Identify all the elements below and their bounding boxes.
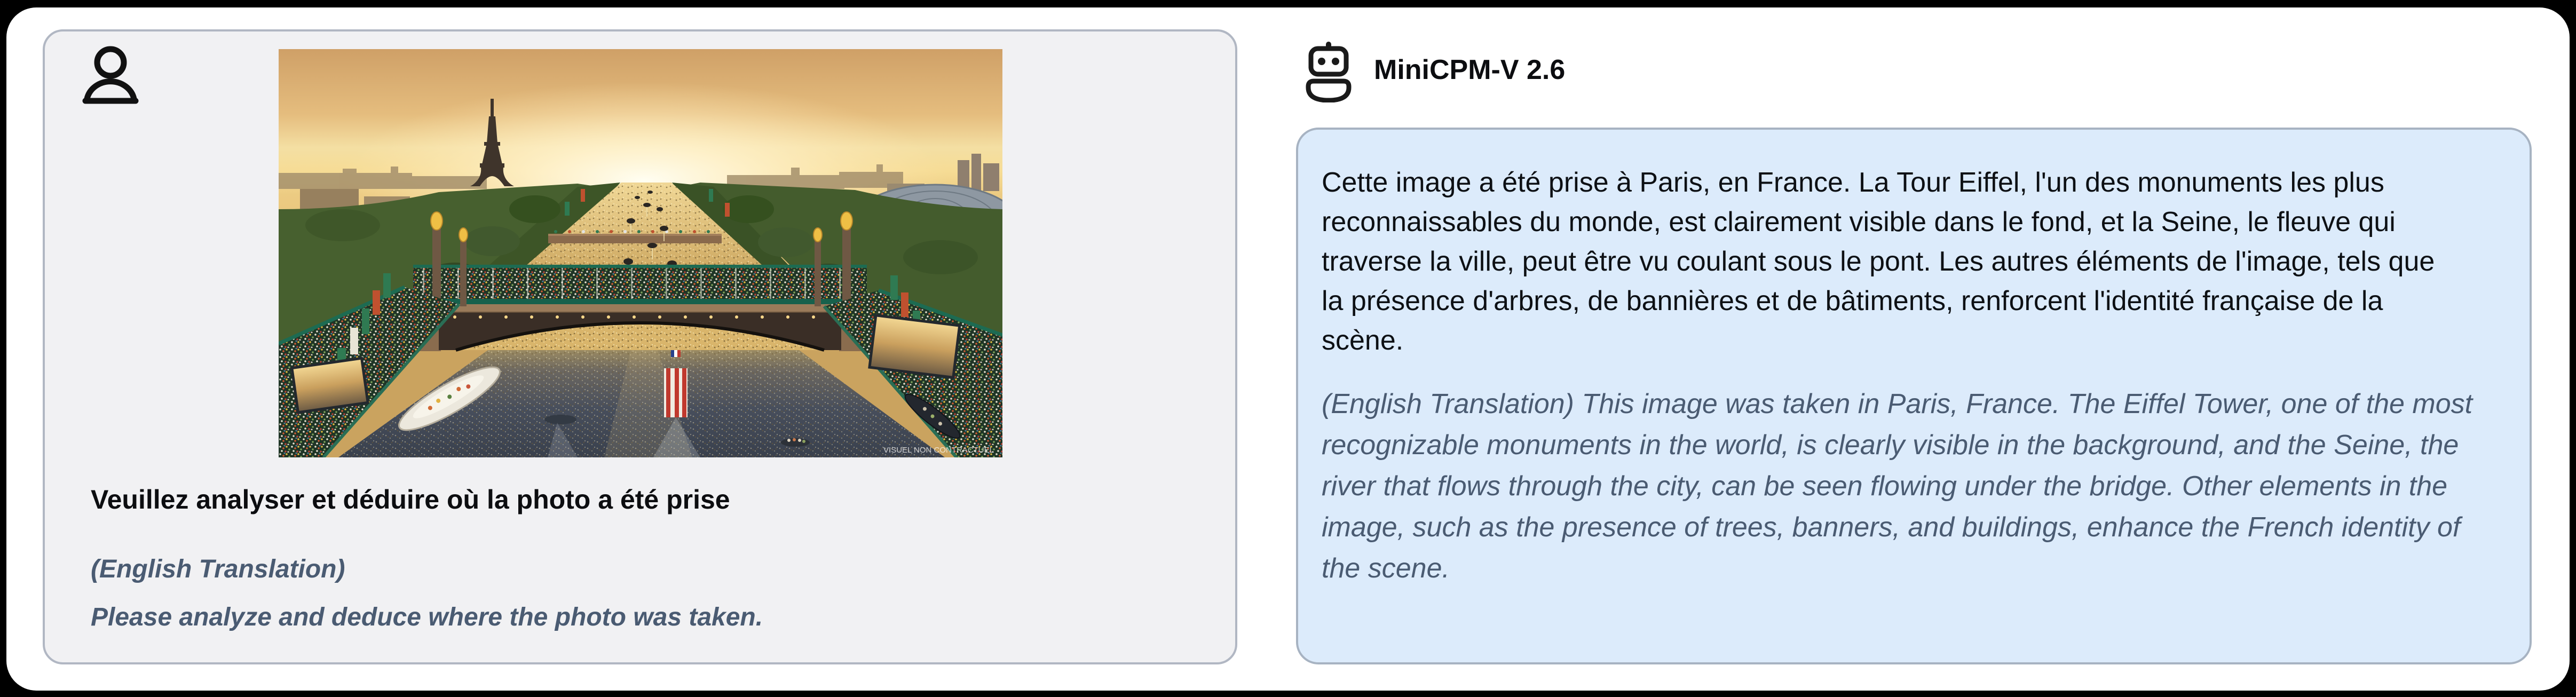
model-response-bubble: [1296, 128, 2532, 664]
model-name: MiniCPM-V 2.6: [1374, 54, 1566, 85]
paris-scene-illustration: [279, 49, 1002, 457]
model-response-english-translation: (English Translation) This image was taken in Paris, France. The Eiffel Tower, one of the most recognizable monuments in the world, is clearly visible in the background, and the Seine, the river that flows through the city, can be seen flowing under the bridge. Other elements in the image, such as the presence of trees, banners, and buildings, enhance the French identity of the scene.: [1322, 389, 2473, 584]
model-response-french: Cette image a été prise à Paris, en France. La Tour Eiffel, l'un des monuments les plus reconnaissables du monde, est clairement visible dans le fond, et la Seine, le fleuve qui traverse la ville, peut être vu coulant sous le pont. Les autres éléments de l'image, tels que la présence d'arbres, de bannières et de bâtiments, renforcent l'identité française de la scène.: [1322, 167, 2435, 356]
photo-watermark: VISUEL NON CONTRACTUEL: [883, 446, 994, 455]
robot-icon: [1301, 41, 1356, 102]
user-question-translation: [91, 545, 763, 641]
main-bridge: [410, 265, 870, 351]
user-person-icon: [80, 44, 140, 110]
jumbotron-right: [870, 315, 960, 378]
small-row-boat: [781, 438, 810, 447]
translation-text: Please analyze and deduce where the photo was taken.: [91, 603, 763, 631]
translation-label: (English Translation): [91, 555, 345, 583]
jumbotron-left: [292, 358, 368, 413]
user-question-text: Veuillez analyser et déduire où la photo a été prise: [91, 485, 730, 514]
user-photo-paris-seine: [279, 49, 1002, 457]
